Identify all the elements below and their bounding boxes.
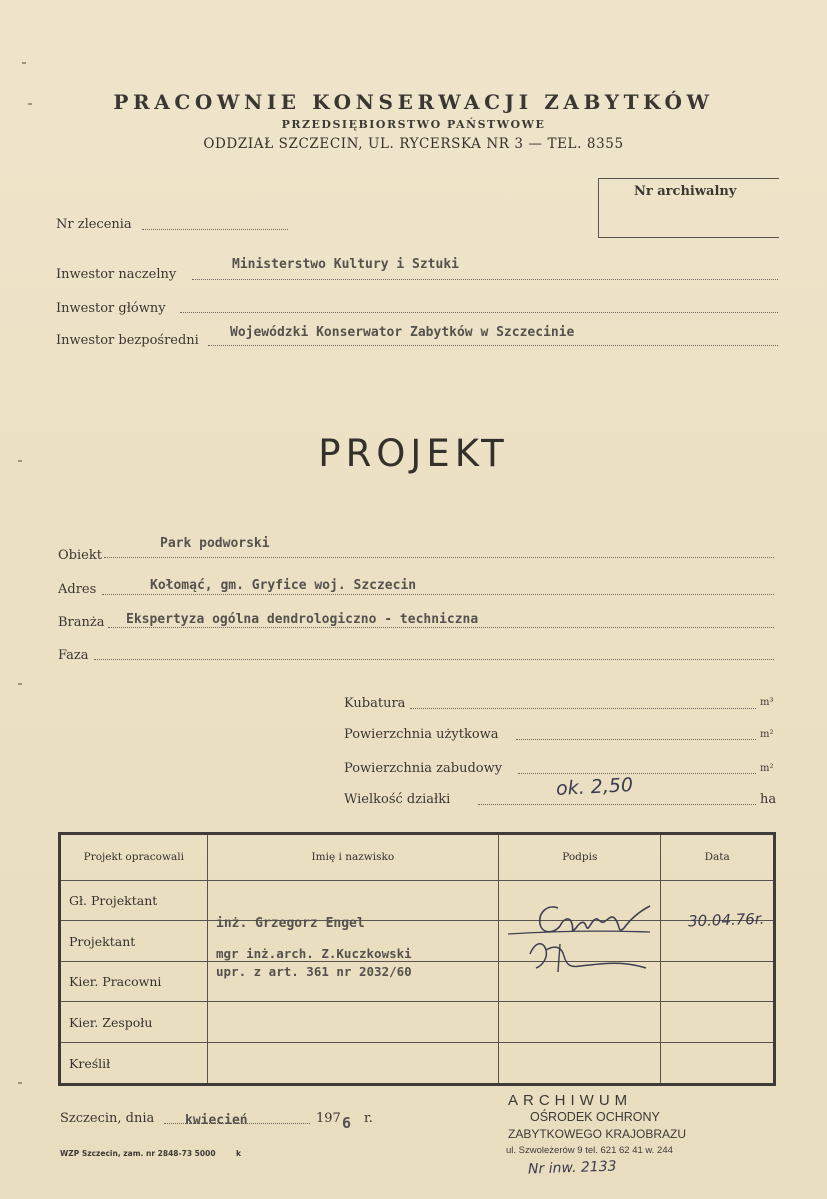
- date-place-label: Szczecin, dnia: [60, 1111, 155, 1126]
- kubatura-unit: m³: [760, 697, 774, 708]
- date-month: kwiecień: [185, 1113, 248, 1128]
- stamp-center: OŚRODEK OCHRONY: [530, 1110, 660, 1124]
- order-number-line: [142, 229, 288, 230]
- binder-mark: [18, 683, 22, 685]
- direct-investor-label: Inwestor bezpośredni: [56, 333, 199, 348]
- signature-graphic: [500, 894, 670, 984]
- date-cell: [661, 1043, 775, 1085]
- binder-mark: [18, 1082, 22, 1084]
- main-investor-line: [192, 279, 778, 280]
- name-cell: [207, 1002, 499, 1043]
- role-cell: Projektant: [60, 921, 208, 962]
- kubatura-label: Kubatura: [344, 696, 406, 711]
- usable-area-line: [516, 739, 756, 740]
- year-prefix: 197: [316, 1111, 341, 1126]
- address-label: Adres: [58, 582, 97, 597]
- main-investor-value: Ministerstwo Kultury i Sztuki: [232, 257, 459, 272]
- built-area-line: [518, 773, 756, 774]
- head-license: upr. z art. 361 nr 2032/60: [216, 964, 412, 979]
- head-name: mgr inż.arch. Z.Kuczkowski: [216, 946, 412, 961]
- plot-size-label: Wielkość działki: [344, 792, 451, 807]
- address-line: [102, 594, 774, 595]
- plot-size-line: [478, 804, 756, 805]
- usable-area-unit: m²: [760, 729, 774, 740]
- inventory-number: Nr inw. 2133: [527, 1158, 617, 1178]
- branch-address: ODDZIAŁ SZCZECIN, UL. RYCERSKA NR 3 — TEL. 8355: [203, 136, 624, 152]
- plot-size-unit: ha: [760, 792, 777, 807]
- direct-investor-line: [208, 345, 778, 346]
- year-suffix: r.: [364, 1111, 373, 1126]
- object-line: [104, 557, 774, 558]
- phase-label: Faza: [58, 648, 89, 663]
- signature-cell: [499, 1002, 661, 1043]
- object-value: Park podworski: [160, 536, 270, 551]
- binder-mark: [22, 62, 26, 64]
- general-investor-label: Inwestor główny: [56, 301, 166, 316]
- stamp-archive: ARCHIWUM: [508, 1092, 633, 1109]
- stamp-address: ul. Szwoleżerów 9 tel. 621 62 41 w. 244: [506, 1145, 673, 1156]
- name-cell: [207, 880, 499, 921]
- phase-line: [94, 659, 774, 660]
- built-area-label: Powierzchnia zabudowy: [344, 761, 503, 776]
- header-authors: Projekt opracowali: [60, 834, 208, 881]
- table-row: [60, 1002, 775, 1043]
- designer-date: 30.04.76r.: [687, 909, 765, 931]
- address-value: Kołomąć, gm. Gryfice woj. Szczecin: [150, 578, 417, 593]
- branch-value: Ekspertyza ogólna dendrologiczno - techniczna: [126, 612, 479, 627]
- general-investor-line: [180, 312, 778, 313]
- table-header-row: [60, 834, 775, 881]
- main-investor-label: Inwestor naczelny: [56, 267, 177, 282]
- branch-line: [108, 627, 774, 628]
- order-number-label: Nr zlecenia: [56, 217, 132, 232]
- header-name: Imię i nazwisko: [207, 834, 499, 881]
- object-label: Obiekt: [58, 548, 102, 563]
- role-cell: Kier. Pracowni: [60, 961, 208, 1002]
- kubatura-line: [410, 708, 756, 709]
- enterprise-type: PRZEDSIĘBIORSTWO PAŃSTWOWE: [281, 118, 546, 131]
- year-digit: 6: [342, 1114, 352, 1132]
- header-signature: Podpis: [499, 834, 661, 881]
- print-letter: k: [236, 1149, 241, 1158]
- date-cell: [661, 1002, 775, 1043]
- print-info: WZP Szczecin, zam. nr 2848-73 5000: [60, 1149, 216, 1158]
- usable-area-label: Powierzchnia użytkowa: [344, 727, 499, 742]
- signature-cell: [499, 1043, 661, 1085]
- direct-investor-value: Wojewódzki Konserwator Zabytków w Szczecinie: [230, 325, 575, 340]
- branch-label: Branża: [58, 615, 105, 630]
- stamp-dept: ZABYTKOWEGO KRAJOBRAZU: [508, 1127, 687, 1141]
- document-title: PROJEKT: [318, 432, 509, 475]
- org-name: PRACOWNIE KONSERWACJI ZABYTKÓW: [113, 90, 714, 114]
- role-cell: Gł. Projektant: [60, 880, 208, 921]
- header-date: Data: [661, 834, 775, 881]
- archive-number-label: Nr archiwalny: [634, 184, 737, 199]
- role-cell: Kreślił: [60, 1043, 208, 1085]
- plot-size-value: ok. 2,50: [555, 773, 634, 801]
- table-row: [60, 1043, 775, 1085]
- built-area-unit: m²: [760, 763, 774, 774]
- name-cell: [207, 1043, 499, 1085]
- designer-name: inż. Grzegorz Engel: [216, 916, 365, 931]
- role-cell: Kier. Zespołu: [60, 1002, 208, 1043]
- date-cell: [661, 961, 775, 1002]
